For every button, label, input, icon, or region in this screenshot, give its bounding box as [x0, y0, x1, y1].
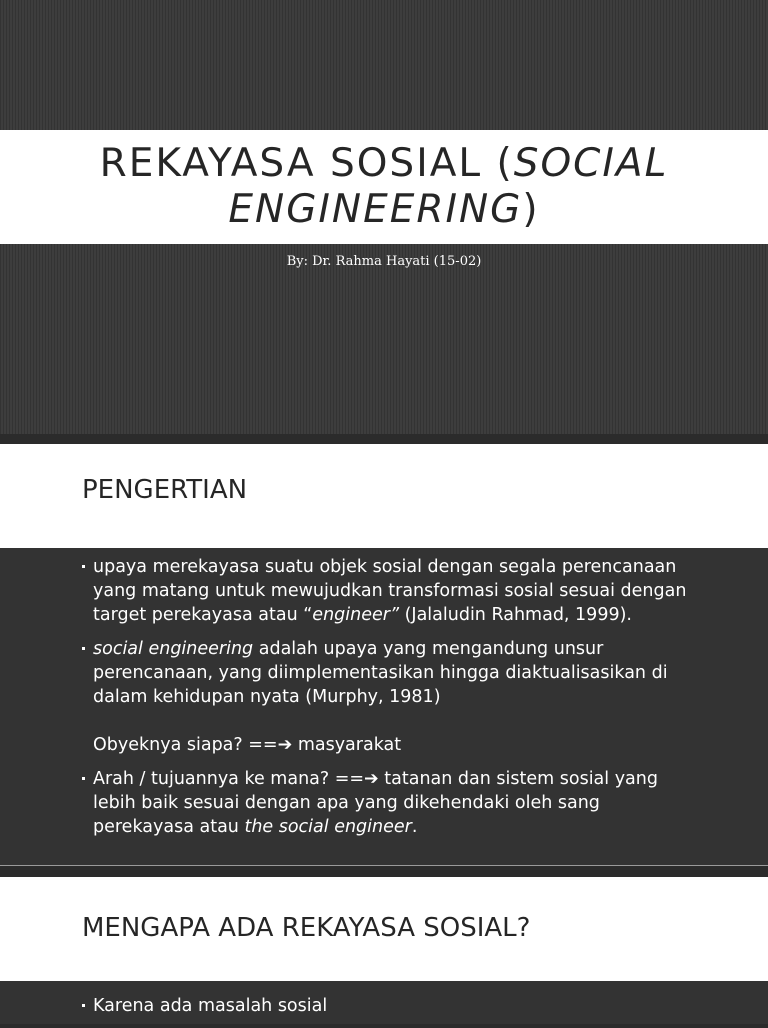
title-italic-line1: SOCIAL: [513, 141, 669, 186]
slide-title: [100, 141, 669, 233]
title-slide: [0, 0, 768, 434]
bullet-item: [80, 994, 690, 1018]
slide-gap: [0, 434, 768, 444]
title-italic-line2: ENGINEERING: [228, 187, 523, 232]
bullet-italic-part: social engineering: [93, 639, 254, 659]
mengapa-bullet-list: [80, 994, 690, 1028]
bullet-text-part: adalah upaya yang mengandung unsur perencanaan, yang diimplementasikan hingga diaktualisasikan di dalam kehidupan nyata (Murphy, 1981): [93, 639, 668, 707]
bullet-text-part: Arah / tujuannya ke mana? ==➔ tatanan dan sistem sosial yang lebih baik sesuai dengan apa yang dikehendaki oleh sang perekayasa atau: [93, 769, 658, 837]
bullet-text: [93, 767, 690, 839]
pengertian-heading-band: [0, 444, 768, 548]
bullet-item: [80, 637, 690, 757]
slide-gap: [0, 866, 768, 877]
mengapa-heading-band: [0, 877, 768, 981]
bullet-italic-part: the social engineer: [244, 817, 412, 837]
bullet-subtext: Obyeknya siapa? ==➔ masyarakat: [93, 735, 402, 755]
title-text-part2: ): [522, 187, 540, 232]
bullet-text: [93, 637, 690, 709]
bullet-text-part: (Jalaludin Rahmad, 1999).: [399, 605, 632, 625]
bullet-text: Karena ada masalah sosial: [93, 996, 328, 1016]
bullet-text-part: .: [411, 817, 418, 837]
bullet-text-part: upaya merekayasa suatu objek sosial dengan segala perencanaan yang matang untuk mewujudkan transformasi sosial sesuai dengan target perekayasa atau “: [93, 557, 687, 625]
bullet-text: [93, 555, 690, 627]
title-text-part1: REKAYASA SOSIAL (: [99, 141, 514, 186]
pengertian-heading: PENGERTIAN: [82, 475, 248, 505]
bullet-dot-icon: [82, 777, 85, 780]
author-byline: By: Dr. Rahma Hayati (15-02): [286, 254, 482, 269]
pengertian-bullet-list: [80, 555, 690, 849]
bullet-item: [80, 767, 690, 839]
bullet-dot-icon: [82, 647, 85, 650]
bullet-item: [80, 555, 690, 627]
mengapa-heading: MENGAPA ADA REKAYASA SOSIAL?: [82, 913, 531, 943]
pengertian-content: [0, 548, 768, 865]
bullet-dot-icon: [82, 1004, 85, 1007]
title-band: [0, 130, 768, 244]
bullet-dot-icon: [82, 565, 85, 568]
bullet-italic-part: engineer”: [312, 605, 400, 625]
mengapa-content: [0, 981, 768, 1024]
